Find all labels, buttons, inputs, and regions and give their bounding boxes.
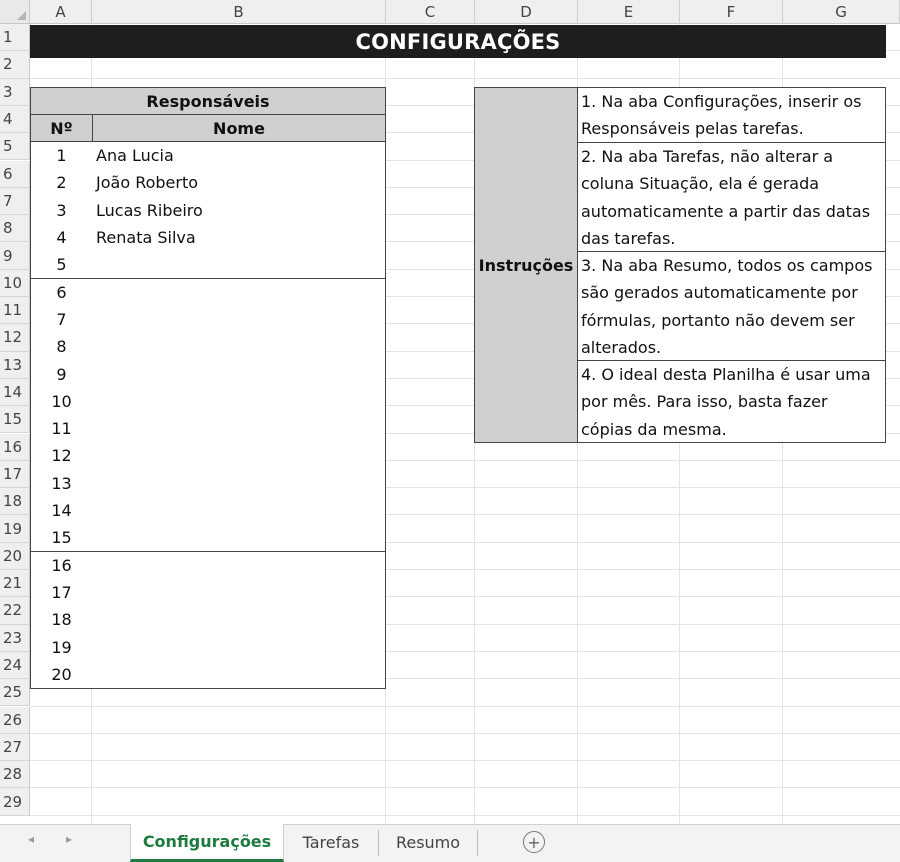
- gridline-horizontal: [30, 706, 900, 707]
- responsavel-number-cell[interactable]: 12: [30, 442, 93, 470]
- row-header-1[interactable]: 1: [0, 24, 30, 51]
- column-header-name[interactable]: Nome: [92, 114, 386, 142]
- responsavel-name-cell[interactable]: [92, 279, 386, 307]
- responsavel-number-cell[interactable]: 8: [30, 333, 93, 361]
- row-header-12[interactable]: 12: [0, 324, 30, 351]
- instruction-item-4[interactable]: 4. O ideal desta Planilha é usar uma por mês. Para isso, basta fazer cópias da mesma.: [577, 360, 886, 443]
- add-sheet-icon[interactable]: +: [523, 831, 545, 853]
- row-header-6[interactable]: 6: [0, 161, 30, 188]
- gridline-horizontal: [30, 760, 900, 761]
- select-all-corner[interactable]: [0, 0, 30, 24]
- gridline-horizontal: [30, 78, 900, 79]
- instruction-item-2[interactable]: 2. Na aba Tarefas, não alterar a coluna Situação, ela é gerada automaticamente a partir das datas das tarefas.: [577, 142, 886, 252]
- row-header-23[interactable]: 23: [0, 625, 30, 652]
- column-header-b[interactable]: B: [92, 0, 386, 24]
- row-header-14[interactable]: 14: [0, 379, 30, 406]
- responsavel-name-cell[interactable]: [92, 415, 386, 443]
- row-header-9[interactable]: 9: [0, 242, 30, 269]
- row-header-17[interactable]: 17: [0, 461, 30, 488]
- responsavel-number-cell[interactable]: 2: [30, 169, 93, 197]
- scroll-tabs-right-icon[interactable]: ▸: [66, 832, 73, 846]
- row-header-18[interactable]: 18: [0, 488, 30, 515]
- responsavel-name-cell[interactable]: [92, 524, 386, 552]
- instruction-item-3[interactable]: 3. Na aba Resumo, todos os campos são gerados automaticamente por fórmulas, portanto não devem ser alterados.: [577, 251, 886, 361]
- responsavel-name-cell[interactable]: [92, 388, 386, 416]
- row-header-15[interactable]: 15: [0, 406, 30, 433]
- responsavel-number-cell[interactable]: 3: [30, 197, 93, 225]
- row-header-10[interactable]: 10: [0, 270, 30, 297]
- responsavel-name-cell[interactable]: [92, 661, 386, 689]
- row-header-16[interactable]: 16: [0, 434, 30, 461]
- row-header-27[interactable]: 27: [0, 734, 30, 761]
- responsavel-name-cell[interactable]: Renata Silva: [92, 224, 386, 252]
- responsavel-name-cell[interactable]: [92, 360, 386, 388]
- responsavel-number-cell[interactable]: 15: [30, 524, 93, 552]
- sheet-tab-tarefas[interactable]: Tarefas: [302, 833, 360, 852]
- responsavel-number-cell[interactable]: 7: [30, 306, 93, 334]
- column-header-g[interactable]: G: [783, 0, 900, 24]
- row-header-7[interactable]: 7: [0, 188, 30, 215]
- column-header-a[interactable]: A: [30, 0, 92, 24]
- row-header-25[interactable]: 25: [0, 679, 30, 706]
- row-header-24[interactable]: 24: [0, 652, 30, 679]
- responsaveis-header[interactable]: Responsáveis: [30, 87, 386, 115]
- row-header-28[interactable]: 28: [0, 761, 30, 788]
- instructions-label[interactable]: Instruções: [474, 87, 578, 443]
- row-header-21[interactable]: 21: [0, 570, 30, 597]
- column-header-number[interactable]: Nº: [30, 114, 93, 142]
- responsavel-number-cell[interactable]: 6: [30, 279, 93, 307]
- responsavel-name-cell[interactable]: João Roberto: [92, 169, 386, 197]
- responsavel-number-cell[interactable]: 19: [30, 633, 93, 661]
- responsavel-name-cell[interactable]: [92, 251, 386, 279]
- row-header-13[interactable]: 13: [0, 352, 30, 379]
- responsavel-number-cell[interactable]: 11: [30, 415, 93, 443]
- responsavel-number-cell[interactable]: 14: [30, 497, 93, 525]
- responsavel-number-cell[interactable]: 9: [30, 360, 93, 388]
- row-header-29[interactable]: 29: [0, 788, 30, 815]
- responsavel-name-cell[interactable]: Lucas Ribeiro: [92, 197, 386, 225]
- row-header-22[interactable]: 22: [0, 597, 30, 624]
- responsavel-name-cell[interactable]: [92, 633, 386, 661]
- responsavel-name-cell[interactable]: [92, 306, 386, 334]
- page-title[interactable]: CONFIGURAÇÕES: [30, 25, 886, 58]
- row-header-20[interactable]: 20: [0, 543, 30, 570]
- scroll-tabs-left-icon[interactable]: ◂: [28, 832, 35, 846]
- column-header-f[interactable]: F: [680, 0, 783, 24]
- column-header-c[interactable]: C: [386, 0, 475, 24]
- responsavel-number-cell[interactable]: 10: [30, 388, 93, 416]
- row-header-2[interactable]: 2: [0, 51, 30, 78]
- responsavel-name-cell[interactable]: [92, 497, 386, 525]
- responsavel-number-cell[interactable]: 20: [30, 661, 93, 689]
- row-header-5[interactable]: 5: [0, 133, 30, 160]
- row-header-19[interactable]: 19: [0, 515, 30, 542]
- responsavel-number-cell[interactable]: 1: [30, 142, 93, 170]
- responsavel-number-cell[interactable]: 13: [30, 470, 93, 498]
- tab-separator: [477, 830, 478, 856]
- responsavel-number-cell[interactable]: 5: [30, 251, 93, 279]
- instruction-item-1[interactable]: 1. Na aba Configurações, inserir os Responsáveis pelas tarefas.: [577, 87, 886, 143]
- column-header-e[interactable]: E: [578, 0, 680, 24]
- responsavel-name-cell[interactable]: Ana Lucia: [92, 142, 386, 170]
- gridline-horizontal: [30, 815, 900, 816]
- responsavel-number-cell[interactable]: 4: [30, 224, 93, 252]
- row-header-4[interactable]: 4: [0, 106, 30, 133]
- responsavel-name-cell[interactable]: [92, 442, 386, 470]
- sheet-tab-resumo[interactable]: Resumo: [395, 833, 461, 852]
- row-header-26[interactable]: 26: [0, 707, 30, 734]
- responsavel-number-cell[interactable]: 17: [30, 579, 93, 607]
- sheet-tab-configuracoes[interactable]: Configurações: [130, 824, 284, 862]
- gridline-horizontal: [30, 733, 900, 734]
- responsavel-name-cell[interactable]: [92, 552, 386, 580]
- row-header-8[interactable]: 8: [0, 215, 30, 242]
- tab-separator: [378, 830, 379, 856]
- row-header-11[interactable]: 11: [0, 297, 30, 324]
- responsavel-name-cell[interactable]: [92, 333, 386, 361]
- column-header-d[interactable]: D: [475, 0, 578, 24]
- responsavel-number-cell[interactable]: 16: [30, 552, 93, 580]
- responsavel-name-cell[interactable]: [92, 606, 386, 634]
- gridline-horizontal: [30, 787, 900, 788]
- responsavel-name-cell[interactable]: [92, 470, 386, 498]
- responsavel-number-cell[interactable]: 18: [30, 606, 93, 634]
- responsavel-name-cell[interactable]: [92, 579, 386, 607]
- row-header-3[interactable]: 3: [0, 79, 30, 106]
